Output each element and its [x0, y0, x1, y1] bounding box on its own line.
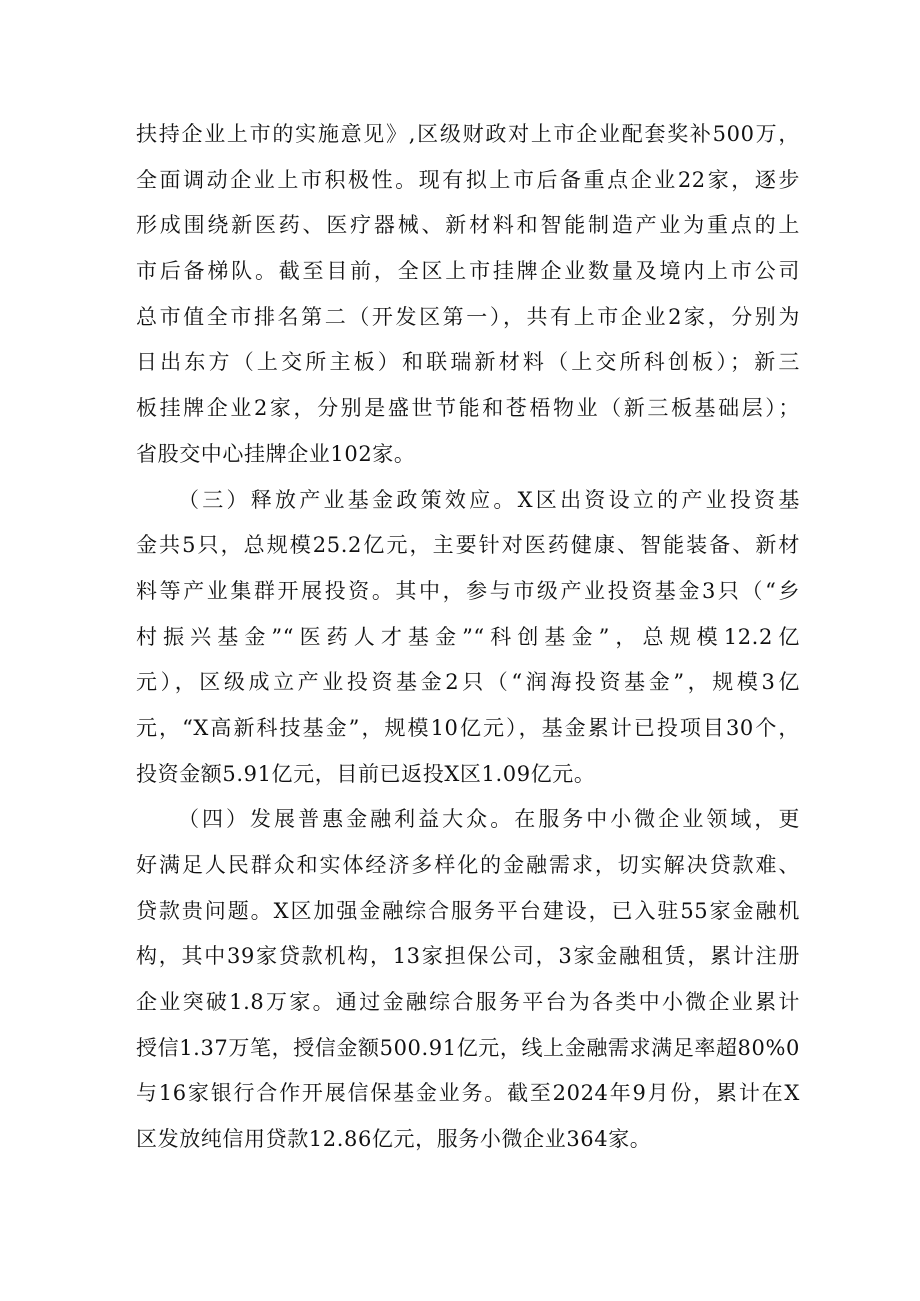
text-line: 元，“X高新科技基金”，规模10亿元），基金累计已投项目30个， [136, 715, 800, 740]
text-line: 扶持企业上市的实施意见》,区级财政对上市企业配套奖补500万， [136, 122, 800, 146]
text-line: 日出东方（上交所主板）和联瑞新材料（上交所科创板）；新三 [136, 350, 800, 375]
text-line: 金共5只，总规模25.2亿元，主要针对医药健康、智能装备、新材 [136, 533, 800, 558]
text-line: 总市值全市排名第二（开发区第一），共有上市企业2家，分别为 [136, 304, 800, 329]
section-heading-line: （三）释放产业基金政策效应。X区出资设立的产业投资基 [178, 487, 800, 512]
text-line: 好满足人民群众和实体经济多样化的金融需求，切实解决贷款难、 [136, 853, 800, 877]
text-line: 构，其中39家贷款机构，13家担保公司，3家金融租赁，累计注册 [136, 944, 800, 969]
text-line: 元），区级成立产业投资基金2只（“润海投资基金”，规模3亿 [136, 670, 800, 695]
text-line: 企业突破1.8万家。通过金融综合服务平台为各类中小微企业累计 [136, 990, 800, 1015]
text-line: 授信1.37万笔，授信金额500.91亿元，线上金融需求满足率超80%0 [136, 1035, 800, 1060]
text-line: 区发放纯信用贷款12.86亿元，服务小微企业364家。 [136, 1127, 652, 1152]
text-line: 投资金额5.91亿元，目前已返投X区1.09亿元。 [136, 761, 596, 786]
text-line: 料等产业集群开展投资。其中，参与市级产业投资基金3只（“乡 [136, 578, 800, 603]
text-line: 村振兴基金”“医药人才基金”“科创基金”，总规模12.2亿 [136, 624, 800, 649]
text-line: 省股交中心挂牌企业102家。 [136, 441, 416, 466]
text-line: 板挂牌企业2家，分别是盛世节能和苍梧物业（新三板基础层）； [136, 396, 800, 421]
text-line: 形成围绕新医药、医疗器械、新材料和智能制造产业为重点的上 [136, 213, 800, 238]
text-line: 与16家银行合作开展信保基金业务。截至2024年9月份，累计在X [136, 1081, 800, 1106]
text-line: 贷款贵问题。X区加强金融综合服务平台建设，已入驻55家金融机 [136, 898, 800, 923]
text-line: 全面调动企业上市积极性。现有拟上市后备重点企业22家，逐步 [136, 167, 800, 192]
text-line: 市后备梯队。截至目前，全区上市挂牌企业数量及境内上市公司 [136, 259, 800, 284]
section-heading-line: （四）发展普惠金融利益大众。在服务中小微企业领域，更 [178, 807, 800, 832]
body-text [136, 112, 800, 1163]
